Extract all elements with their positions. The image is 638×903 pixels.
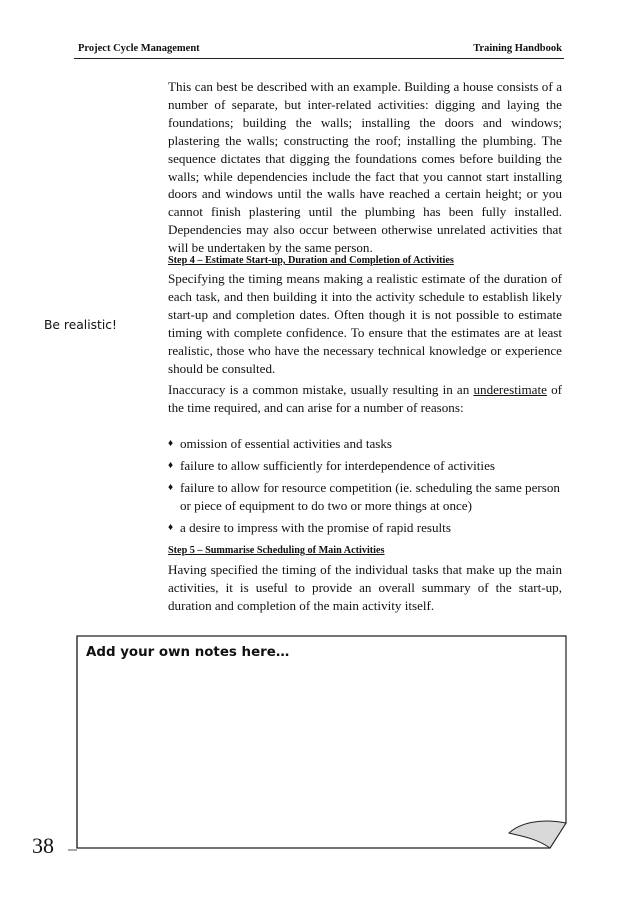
inaccuracy-text-before: Inaccuracy is a common mistake, usually resulting in an bbox=[168, 382, 470, 397]
step5-paragraph: Having specified the timing of the individual tasks that make up the main activities, it is useful to provide an overall summary of the start-up, duration and completion of the main activity itself. bbox=[168, 562, 562, 613]
intro-paragraph: This can best be described with an example. Building a house consists of a number of separate, but inter-related activities: digging and laying the foundations; building the walls; installing the doors and windows; plastering the walls; constructing the roof; installing the plumbing. The sequence dictates that digging the foundations comes before building the walls; while dependencies include the fact that you cannot start installing doors and windows until the walls have reached a certain height; or you cannot finish plastering until the plumbing has been fully installed. Dependencies may also occur between otherwise unrelated activities that will be undertaken by the same person. bbox=[168, 79, 562, 256]
list-item-text: failure to allow sufficiently for interdependence of activities bbox=[180, 457, 495, 473]
diamond-bullet-icon: ♦ bbox=[168, 481, 174, 493]
step4-paragraph: Specifying the timing means making a realistic estimate of the duration of each task, and then building it into the activity schedule to establish likely start-up and completion dates. Often though it is not possible to estimate timing with complete confidence. To ensure that the estimates are at least realistic, those who have the necessary technical knowledge or experience should be consulted. bbox=[168, 271, 562, 376]
diamond-bullet-icon: ♦ bbox=[168, 438, 174, 449]
margin-note: Be realistic! bbox=[44, 318, 117, 332]
inaccuracy-text-after: of the time required, and can arise for a number of reasons: bbox=[168, 382, 562, 415]
diamond-bullet-icon: ♦ bbox=[168, 521, 174, 533]
header-subtitle: Training Handbook bbox=[473, 43, 562, 54]
step5-heading: Step 5 – Summarise Scheduling of Main Activities bbox=[168, 545, 385, 556]
header-title: Project Cycle Management bbox=[78, 43, 200, 54]
step4-heading: Step 4 – Estimate Start-up, Duration and Completion of Activities bbox=[168, 255, 454, 266]
diamond-bullet-icon: ♦ bbox=[168, 459, 174, 471]
list-item-text: omission of essential activities and tasks bbox=[180, 436, 393, 451]
page-number: 38 bbox=[32, 833, 54, 858]
underestimate-word: underestimate bbox=[473, 382, 547, 397]
notes-title: Add your own notes here… bbox=[86, 645, 290, 660]
list-item-text: a desire to impress with the promise of rapid results bbox=[180, 519, 451, 535]
list-item-text: failure to allow for resource competition (ie. scheduling the same person or piece of equipment to do two or more things at once) bbox=[180, 479, 560, 513]
notes-box-outline bbox=[77, 636, 566, 848]
